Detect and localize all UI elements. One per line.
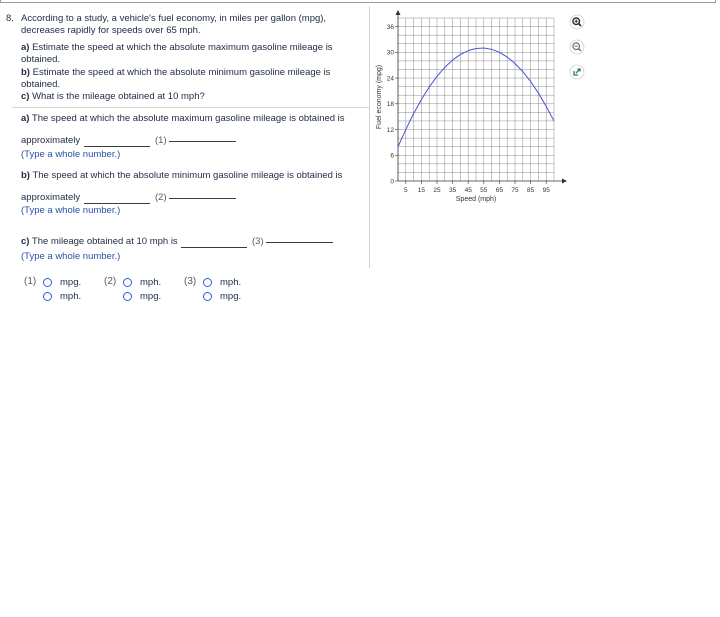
x-tick-label: 5 [403, 187, 408, 194]
y-tick-label: 24 [386, 75, 394, 83]
answer-b-unit-select[interactable] [169, 198, 236, 199]
choice-2-option-1: mph. [140, 277, 162, 288]
choice-1-mph-radio[interactable] [43, 292, 52, 301]
choice-3-option-2: mpg. [220, 291, 242, 302]
answer-b-statement [21, 170, 351, 182]
question-intro: According to a study, a vehicle's fuel economy, in miles per gallon (mpg), decreases rapidly for speeds over 65 mph. [21, 13, 327, 36]
part-c-text: What is the mileage obtained at 10 mph? [32, 91, 205, 102]
x-tick-label: 65 [495, 187, 504, 194]
question-number: 8. [6, 13, 14, 24]
answer-c-input[interactable] [181, 247, 247, 248]
x-axis-label: Speed (mph) [455, 196, 497, 203]
zoom-out-icon[interactable] [569, 39, 585, 55]
choice-2-mpg-radio[interactable] [123, 292, 132, 301]
answer-c-unit-select[interactable] [266, 242, 333, 243]
choice-3-mpg-radio[interactable] [203, 292, 212, 301]
answer-b-input[interactable] [84, 203, 150, 204]
popout-icon[interactable] [569, 64, 585, 80]
answer-a-text: The speed at which the absolute maximum gasoline mileage is obtained is [31, 113, 345, 124]
choice-group-1-label: (1) [24, 276, 37, 287]
y-tick-label: 30 [386, 49, 394, 57]
y-tick-label: 12 [386, 126, 394, 134]
answer-c-label: c) [21, 236, 30, 247]
choice-2-mph-radio[interactable] [123, 278, 132, 287]
top-border [0, 0, 716, 3]
choice-1-option-1: mpg. [60, 277, 82, 288]
answer-a-tag: (1) [155, 135, 167, 146]
x-axis-arrow [562, 179, 567, 184]
x-tick-label: 55 [480, 187, 488, 194]
choice-group-3-label: (3) [184, 276, 197, 287]
answer-b-tag: (2) [155, 192, 167, 203]
part-a-label: a) [21, 42, 30, 53]
y-axis-arrow [396, 10, 401, 15]
y-tick-label: 6 [390, 152, 394, 160]
part-a-text: Estimate the speed at which the absolute maximum gasoline mileage is obtained. [21, 42, 333, 65]
x-tick-label: 45 [464, 187, 472, 194]
question-part-c [21, 91, 351, 103]
graph-ticks [387, 24, 550, 194]
y-tick-label: 36 [386, 23, 394, 31]
answer-a-prefix: approximately [21, 135, 81, 146]
answer-b-prefix: approximately [21, 192, 81, 203]
choice-1-option-2: mph. [60, 291, 82, 302]
x-tick-label: 75 [511, 187, 519, 194]
x-tick-label: 25 [433, 187, 441, 194]
zoom-in-icon[interactable] [569, 14, 585, 30]
section-divider [12, 107, 369, 108]
x-tick-label: 95 [542, 187, 550, 194]
answer-b-hint: (Type a whole number.) [21, 205, 121, 216]
y-axis-label: Fuel economy (mpg) [376, 64, 383, 130]
answer-c-hint: (Type a whole number.) [21, 251, 121, 262]
choice-2-option-2: mpg. [140, 291, 162, 302]
part-b-text: Estimate the speed at which the absolute minimum gasoline mileage is obtained. [21, 67, 331, 90]
answer-a-statement [21, 113, 351, 125]
question-part-b [21, 67, 351, 90]
answer-a-unit-select[interactable] [169, 141, 236, 142]
y-tick-label: 0 [390, 178, 394, 186]
answer-a-label: a) [21, 113, 30, 124]
choice-1-mpg-radio[interactable] [43, 278, 52, 287]
question-part-a [21, 42, 351, 65]
part-b-label: b) [21, 67, 30, 78]
y-tick-label: 18 [386, 101, 394, 109]
choice-3-mph-radio[interactable] [203, 278, 212, 287]
x-tick-label: 15 [417, 187, 426, 194]
answer-a-input[interactable] [84, 146, 150, 147]
x-tick-label: 85 [526, 187, 535, 194]
fuel-economy-graph [370, 8, 570, 208]
answer-b-label: b) [21, 170, 30, 181]
answer-b-text: The speed at which the absolute minimum gasoline mileage is obtained is [32, 170, 343, 181]
answer-c-text: The mileage obtained at 10 mph is [31, 236, 178, 247]
x-tick-label: 35 [448, 187, 457, 194]
part-c-label: c) [21, 91, 30, 102]
answer-a-hint: (Type a whole number.) [21, 149, 121, 160]
choice-3-option-1: mph. [220, 277, 242, 288]
choice-group-2-label: (2) [104, 276, 117, 287]
answer-c-tag: (3) [252, 236, 264, 247]
answer-c-statement [21, 236, 178, 248]
